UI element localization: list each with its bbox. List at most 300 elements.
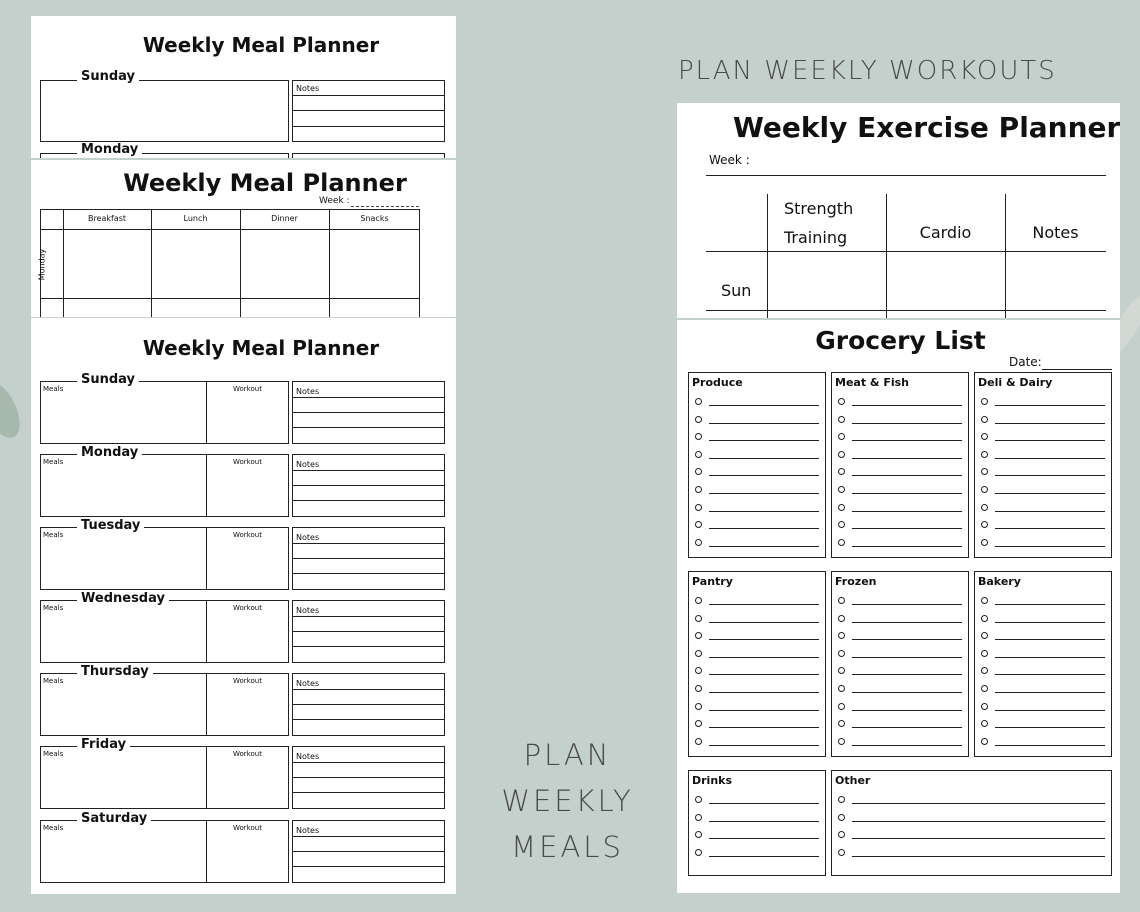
write-line bbox=[995, 458, 1105, 459]
grocery-item-line[interactable] bbox=[838, 715, 962, 732]
col-cardio: Cardio bbox=[919, 223, 972, 242]
grocery-item-line[interactable] bbox=[695, 680, 819, 697]
write-line bbox=[709, 405, 819, 406]
grocery-category-box bbox=[688, 770, 826, 876]
grocery-item-line[interactable] bbox=[838, 428, 962, 445]
checkbox-circle-icon[interactable] bbox=[838, 597, 845, 604]
checkbox-circle-icon[interactable] bbox=[695, 597, 702, 604]
meal-planner-sheet-a bbox=[31, 16, 456, 158]
write-line bbox=[852, 674, 962, 675]
write-line bbox=[995, 493, 1105, 494]
checkbox-circle-icon[interactable] bbox=[838, 451, 845, 458]
grocery-item-line[interactable] bbox=[838, 826, 1105, 843]
checkbox-circle-icon[interactable] bbox=[695, 451, 702, 458]
day-workout-divider bbox=[206, 746, 207, 809]
notes-line bbox=[292, 616, 445, 617]
write-line bbox=[709, 511, 819, 512]
grocery-category-box bbox=[831, 770, 1112, 876]
grocery-item-line[interactable] bbox=[981, 499, 1105, 516]
workout-label: Workout bbox=[233, 604, 262, 612]
grocery-item-line[interactable] bbox=[981, 592, 1105, 609]
col-strength-line2: Training bbox=[784, 228, 848, 247]
meal-planner-sheet-b bbox=[31, 160, 456, 317]
notes-line bbox=[292, 689, 445, 690]
row-sun: Sun bbox=[721, 281, 752, 300]
grocery-item-line[interactable] bbox=[695, 645, 819, 662]
write-line bbox=[995, 546, 1105, 547]
grocery-item-line[interactable] bbox=[838, 662, 962, 679]
grocery-item-line[interactable] bbox=[981, 481, 1105, 498]
write-line bbox=[995, 423, 1105, 424]
plant-leaf-decoration bbox=[0, 376, 27, 443]
notes-line bbox=[292, 110, 445, 111]
checkbox-circle-icon[interactable] bbox=[695, 468, 702, 475]
grocery-item-line[interactable] bbox=[695, 627, 819, 644]
write-line bbox=[852, 821, 1105, 822]
exercise-row-line bbox=[706, 310, 1106, 311]
grocery-list-sheet bbox=[677, 320, 1120, 893]
checkbox-circle-icon[interactable] bbox=[981, 597, 988, 604]
checkbox-circle-icon[interactable] bbox=[695, 720, 702, 727]
grocery-item-line[interactable] bbox=[695, 411, 819, 428]
notes-line bbox=[292, 412, 445, 413]
checkbox-circle-icon[interactable] bbox=[695, 703, 702, 710]
grocery-item-line[interactable] bbox=[838, 627, 962, 644]
grocery-item-line[interactable] bbox=[981, 610, 1105, 627]
grocery-item-line[interactable] bbox=[838, 680, 962, 697]
date-line bbox=[1042, 369, 1112, 370]
grocery-category-label: Bakery bbox=[978, 575, 1021, 588]
day-workout-divider bbox=[206, 454, 207, 517]
checkbox-circle-icon[interactable] bbox=[695, 539, 702, 546]
write-line bbox=[995, 745, 1105, 746]
workout-label: Workout bbox=[233, 385, 262, 393]
checkbox-circle-icon[interactable] bbox=[981, 398, 988, 405]
meal-table-row-line bbox=[40, 298, 420, 299]
checkbox-circle-icon[interactable] bbox=[838, 738, 845, 745]
grocery-item-line[interactable] bbox=[981, 393, 1105, 410]
tagline-meals-line2: WEEKLY bbox=[501, 784, 634, 818]
grocery-category-box bbox=[831, 571, 969, 757]
checkbox-circle-icon[interactable] bbox=[838, 416, 845, 423]
checkbox-circle-icon[interactable] bbox=[838, 814, 845, 821]
checkbox-circle-icon[interactable] bbox=[695, 738, 702, 745]
write-line bbox=[709, 475, 819, 476]
checkbox-circle-icon[interactable] bbox=[981, 486, 988, 493]
col-notes: Notes bbox=[1032, 223, 1079, 242]
col-dinner: Dinner bbox=[271, 214, 298, 223]
date-label: Date: bbox=[1009, 355, 1042, 369]
day-name: Monday bbox=[77, 445, 142, 460]
write-line bbox=[995, 604, 1105, 605]
grocery-item-line[interactable] bbox=[695, 499, 819, 516]
write-line bbox=[852, 423, 962, 424]
workout-label: Workout bbox=[233, 677, 262, 685]
write-line bbox=[995, 692, 1105, 693]
grocery-item-line[interactable] bbox=[695, 791, 819, 808]
col-lunch: Lunch bbox=[183, 214, 208, 223]
write-line bbox=[709, 493, 819, 494]
notes-line bbox=[292, 500, 445, 501]
checkbox-circle-icon[interactable] bbox=[838, 831, 845, 838]
grocery-item-line[interactable] bbox=[695, 534, 819, 551]
grocery-category-label: Produce bbox=[692, 376, 743, 389]
grocery-item-line[interactable] bbox=[695, 428, 819, 445]
write-line bbox=[852, 493, 962, 494]
write-line bbox=[709, 639, 819, 640]
grocery-item-line[interactable] bbox=[981, 411, 1105, 428]
notes-line bbox=[292, 397, 445, 398]
write-line bbox=[995, 405, 1105, 406]
notes-line bbox=[292, 851, 445, 852]
grocery-item-line[interactable] bbox=[695, 844, 819, 861]
checkbox-circle-icon[interactable] bbox=[981, 504, 988, 511]
checkbox-circle-icon[interactable] bbox=[695, 416, 702, 423]
write-line bbox=[852, 803, 1105, 804]
checkbox-circle-icon[interactable] bbox=[695, 650, 702, 657]
day-name: Thursday bbox=[77, 664, 153, 679]
grocery-item-line[interactable] bbox=[838, 698, 962, 715]
checkbox-circle-icon[interactable] bbox=[838, 685, 845, 692]
write-line bbox=[709, 856, 819, 857]
write-line bbox=[852, 440, 962, 441]
meals-label: Meals bbox=[43, 385, 64, 393]
write-line bbox=[852, 511, 962, 512]
grocery-item-line[interactable] bbox=[695, 698, 819, 715]
grocery-item-line[interactable] bbox=[981, 680, 1105, 697]
checkbox-circle-icon[interactable] bbox=[695, 796, 702, 803]
notes-label: Notes bbox=[296, 606, 320, 615]
meals-label: Meals bbox=[43, 458, 64, 466]
day-name: Tuesday bbox=[77, 518, 144, 533]
grocery-item-line[interactable] bbox=[695, 481, 819, 498]
write-line bbox=[995, 639, 1105, 640]
grocery-item-line[interactable] bbox=[838, 481, 962, 498]
workout-label: Workout bbox=[233, 458, 262, 466]
checkbox-circle-icon[interactable] bbox=[838, 667, 845, 674]
grocery-item-line[interactable] bbox=[838, 592, 962, 609]
notes-line bbox=[292, 866, 445, 867]
notes-line bbox=[292, 427, 445, 428]
grocery-item-line[interactable] bbox=[981, 698, 1105, 715]
checkbox-circle-icon[interactable] bbox=[838, 849, 845, 856]
grocery-item-line[interactable] bbox=[695, 733, 819, 750]
week-line bbox=[351, 206, 419, 207]
checkbox-circle-icon[interactable] bbox=[981, 468, 988, 475]
checkbox-circle-icon[interactable] bbox=[695, 615, 702, 622]
grocery-item-line[interactable] bbox=[695, 463, 819, 480]
meal-planner-b-title: Weekly Meal Planner bbox=[123, 169, 407, 197]
checkbox-circle-icon[interactable] bbox=[838, 632, 845, 639]
meal-table bbox=[40, 209, 420, 317]
week-label: Week : bbox=[709, 153, 750, 167]
day-name: Friday bbox=[77, 737, 130, 752]
checkbox-circle-icon[interactable] bbox=[981, 685, 988, 692]
day-workout-divider bbox=[206, 820, 207, 883]
day-name: Wednesday bbox=[77, 591, 169, 606]
checkbox-circle-icon[interactable] bbox=[981, 720, 988, 727]
grocery-item-line[interactable] bbox=[838, 534, 962, 551]
grocery-item-line[interactable] bbox=[838, 446, 962, 463]
grocery-item-line[interactable] bbox=[981, 534, 1105, 551]
grocery-item-line[interactable] bbox=[981, 627, 1105, 644]
grocery-item-line[interactable] bbox=[981, 733, 1105, 750]
write-line bbox=[709, 838, 819, 839]
write-line bbox=[852, 528, 962, 529]
grocery-item-line[interactable] bbox=[695, 592, 819, 609]
grocery-item-line[interactable] bbox=[838, 809, 1105, 826]
workout-label: Workout bbox=[233, 531, 262, 539]
grocery-item-line[interactable] bbox=[838, 791, 1105, 808]
grocery-item-line[interactable] bbox=[838, 733, 962, 750]
sunday-meal-box bbox=[40, 80, 289, 142]
notes-line bbox=[292, 95, 445, 96]
week-line bbox=[706, 175, 1106, 176]
meals-label: Meals bbox=[43, 750, 64, 758]
grocery-category-box bbox=[688, 372, 826, 558]
checkbox-circle-icon[interactable] bbox=[695, 433, 702, 440]
grocery-item-line[interactable] bbox=[695, 393, 819, 410]
write-line bbox=[995, 622, 1105, 623]
sunday-label: Sunday bbox=[77, 69, 139, 84]
checkbox-circle-icon[interactable] bbox=[838, 433, 845, 440]
write-line bbox=[852, 546, 962, 547]
monday-notes-box bbox=[292, 153, 445, 158]
workout-label: Workout bbox=[233, 824, 262, 832]
notes-line bbox=[292, 792, 445, 793]
grocery-category-box bbox=[974, 372, 1112, 558]
write-line bbox=[852, 639, 962, 640]
meal-planner-c-title: Weekly Meal Planner bbox=[142, 336, 380, 360]
notes-line bbox=[292, 836, 445, 837]
checkbox-circle-icon[interactable] bbox=[838, 539, 845, 546]
meals-label: Meals bbox=[43, 824, 64, 832]
grocery-item-line[interactable] bbox=[838, 645, 962, 662]
checkbox-circle-icon[interactable] bbox=[981, 667, 988, 674]
col-snacks: Snacks bbox=[360, 214, 389, 223]
grocery-category-label: Pantry bbox=[692, 575, 733, 588]
monday-label: Monday bbox=[77, 142, 142, 157]
write-line bbox=[709, 674, 819, 675]
checkbox-circle-icon[interactable] bbox=[838, 504, 845, 511]
notes-label: Notes bbox=[296, 826, 320, 835]
notes-line bbox=[292, 762, 445, 763]
checkbox-circle-icon[interactable] bbox=[981, 703, 988, 710]
grocery-category-label: Frozen bbox=[835, 575, 877, 588]
checkbox-circle-icon[interactable] bbox=[838, 615, 845, 622]
write-line bbox=[995, 475, 1105, 476]
write-line bbox=[709, 657, 819, 658]
write-line bbox=[709, 622, 819, 623]
grocery-item-line[interactable] bbox=[695, 610, 819, 627]
checkbox-circle-icon[interactable] bbox=[695, 849, 702, 856]
grocery-item-line[interactable] bbox=[981, 516, 1105, 533]
checkbox-circle-icon[interactable] bbox=[981, 433, 988, 440]
checkbox-circle-icon[interactable] bbox=[981, 416, 988, 423]
checkbox-circle-icon[interactable] bbox=[981, 539, 988, 546]
day-name: Saturday bbox=[77, 811, 151, 826]
meal-table-col-line bbox=[329, 209, 330, 317]
checkbox-circle-icon[interactable] bbox=[838, 703, 845, 710]
checkbox-circle-icon[interactable] bbox=[981, 738, 988, 745]
meal-table-col-line bbox=[63, 209, 64, 317]
write-line bbox=[852, 727, 962, 728]
checkbox-circle-icon[interactable] bbox=[838, 521, 845, 528]
notes-label: Notes bbox=[296, 679, 320, 688]
write-line bbox=[995, 440, 1105, 441]
write-line bbox=[995, 710, 1105, 711]
notes-label: Notes bbox=[296, 533, 320, 542]
grocery-item-line[interactable] bbox=[695, 826, 819, 843]
grocery-item-line[interactable] bbox=[838, 516, 962, 533]
write-line bbox=[852, 475, 962, 476]
meals-label: Meals bbox=[43, 677, 64, 685]
notes-line bbox=[292, 777, 445, 778]
checkbox-circle-icon[interactable] bbox=[981, 632, 988, 639]
notes-line bbox=[292, 704, 445, 705]
write-line bbox=[995, 674, 1105, 675]
write-line bbox=[852, 405, 962, 406]
checkbox-circle-icon[interactable] bbox=[695, 814, 702, 821]
grocery-item-line[interactable] bbox=[981, 428, 1105, 445]
col-breakfast: Breakfast bbox=[87, 214, 127, 223]
notes-line bbox=[292, 646, 445, 647]
grocery-category-label: Deli & Dairy bbox=[978, 376, 1053, 389]
day-workout-divider bbox=[206, 527, 207, 590]
write-line bbox=[709, 692, 819, 693]
checkbox-circle-icon[interactable] bbox=[838, 650, 845, 657]
grocery-item-line[interactable] bbox=[695, 715, 819, 732]
grocery-item-line[interactable] bbox=[838, 610, 962, 627]
grocery-category-label: Drinks bbox=[692, 774, 733, 787]
grocery-item-line[interactable] bbox=[695, 662, 819, 679]
notes-line bbox=[292, 543, 445, 544]
notes-line bbox=[292, 573, 445, 574]
grocery-item-line[interactable] bbox=[981, 645, 1105, 662]
row-monday: Monday bbox=[37, 248, 47, 281]
meal-table-header-line bbox=[40, 229, 420, 230]
checkbox-circle-icon[interactable] bbox=[981, 615, 988, 622]
write-line bbox=[852, 458, 962, 459]
checkbox-circle-icon[interactable] bbox=[695, 667, 702, 674]
notes-line bbox=[292, 631, 445, 632]
notes-line bbox=[292, 126, 445, 127]
checkbox-circle-icon[interactable] bbox=[981, 650, 988, 657]
grocery-item-line[interactable] bbox=[838, 499, 962, 516]
write-line bbox=[709, 440, 819, 441]
write-line bbox=[709, 458, 819, 459]
exercise-header-line bbox=[706, 251, 1106, 252]
write-line bbox=[709, 745, 819, 746]
checkbox-circle-icon[interactable] bbox=[695, 831, 702, 838]
notes-line bbox=[292, 470, 445, 471]
grocery-item-line[interactable] bbox=[981, 446, 1105, 463]
write-line bbox=[852, 710, 962, 711]
grocery-list-title: Grocery List bbox=[815, 326, 986, 355]
meals-label: Meals bbox=[43, 604, 64, 612]
write-line bbox=[852, 622, 962, 623]
write-line bbox=[852, 856, 1105, 857]
write-line bbox=[995, 511, 1105, 512]
tagline-meals-line3: MEALS bbox=[511, 830, 624, 864]
write-line bbox=[852, 692, 962, 693]
notes-label: Notes bbox=[296, 84, 320, 93]
grocery-item-line[interactable] bbox=[838, 393, 962, 410]
meal-planner-a-title: Weekly Meal Planner bbox=[142, 33, 380, 57]
week-label: Week : bbox=[319, 196, 350, 206]
grocery-category-box bbox=[688, 571, 826, 757]
notes-line bbox=[292, 719, 445, 720]
checkbox-circle-icon[interactable] bbox=[981, 521, 988, 528]
grocery-item-line[interactable] bbox=[838, 463, 962, 480]
write-line bbox=[709, 546, 819, 547]
tagline-workouts: PLAN WEEKLY WORKOUTS bbox=[678, 56, 1057, 86]
exercise-col-line bbox=[767, 194, 768, 318]
grocery-item-line[interactable] bbox=[838, 411, 962, 428]
grocery-item-line[interactable] bbox=[838, 844, 1105, 861]
exercise-col-line bbox=[886, 194, 887, 318]
checkbox-circle-icon[interactable] bbox=[695, 521, 702, 528]
grocery-category-box bbox=[831, 372, 969, 558]
checkbox-circle-icon[interactable] bbox=[695, 632, 702, 639]
write-line bbox=[709, 727, 819, 728]
grocery-item-line[interactable] bbox=[695, 516, 819, 533]
exercise-planner-title: Weekly Exercise Planner bbox=[733, 111, 1120, 144]
write-line bbox=[995, 657, 1105, 658]
exercise-col-line bbox=[1005, 194, 1006, 318]
col-strength-line1: Strength bbox=[784, 199, 854, 218]
checkbox-circle-icon[interactable] bbox=[695, 486, 702, 493]
grocery-category-label: Meat & Fish bbox=[835, 376, 910, 389]
exercise-planner-sheet bbox=[677, 103, 1120, 318]
notes-label: Notes bbox=[296, 460, 320, 469]
write-line bbox=[709, 710, 819, 711]
write-line bbox=[852, 604, 962, 605]
checkbox-circle-icon[interactable] bbox=[838, 796, 845, 803]
meal-planner-sheet-c bbox=[31, 318, 456, 894]
write-line bbox=[995, 528, 1105, 529]
notes-line bbox=[292, 485, 445, 486]
checkbox-circle-icon[interactable] bbox=[838, 398, 845, 405]
day-name: Sunday bbox=[77, 372, 139, 387]
checkbox-circle-icon[interactable] bbox=[838, 468, 845, 475]
checkbox-circle-icon[interactable] bbox=[838, 486, 845, 493]
grocery-item-line[interactable] bbox=[695, 809, 819, 826]
checkbox-circle-icon[interactable] bbox=[695, 504, 702, 511]
write-line bbox=[709, 528, 819, 529]
notes-line bbox=[292, 558, 445, 559]
grocery-item-line[interactable] bbox=[981, 463, 1105, 480]
checkbox-circle-icon[interactable] bbox=[981, 451, 988, 458]
day-workout-divider bbox=[206, 673, 207, 736]
checkbox-circle-icon[interactable] bbox=[695, 398, 702, 405]
notes-label: Notes bbox=[296, 387, 320, 396]
checkbox-circle-icon[interactable] bbox=[695, 685, 702, 692]
write-line bbox=[852, 657, 962, 658]
grocery-item-line[interactable] bbox=[981, 715, 1105, 732]
checkbox-circle-icon[interactable] bbox=[838, 720, 845, 727]
write-line bbox=[709, 821, 819, 822]
day-workout-divider bbox=[206, 381, 207, 444]
meal-table-col-line bbox=[151, 209, 152, 317]
notes-label: Notes bbox=[296, 752, 320, 761]
write-line bbox=[709, 604, 819, 605]
grocery-item-line[interactable] bbox=[981, 662, 1105, 679]
grocery-category-box bbox=[974, 571, 1112, 757]
tagline-meals-line1: PLAN bbox=[523, 738, 612, 772]
write-line bbox=[709, 423, 819, 424]
grocery-item-line[interactable] bbox=[695, 446, 819, 463]
